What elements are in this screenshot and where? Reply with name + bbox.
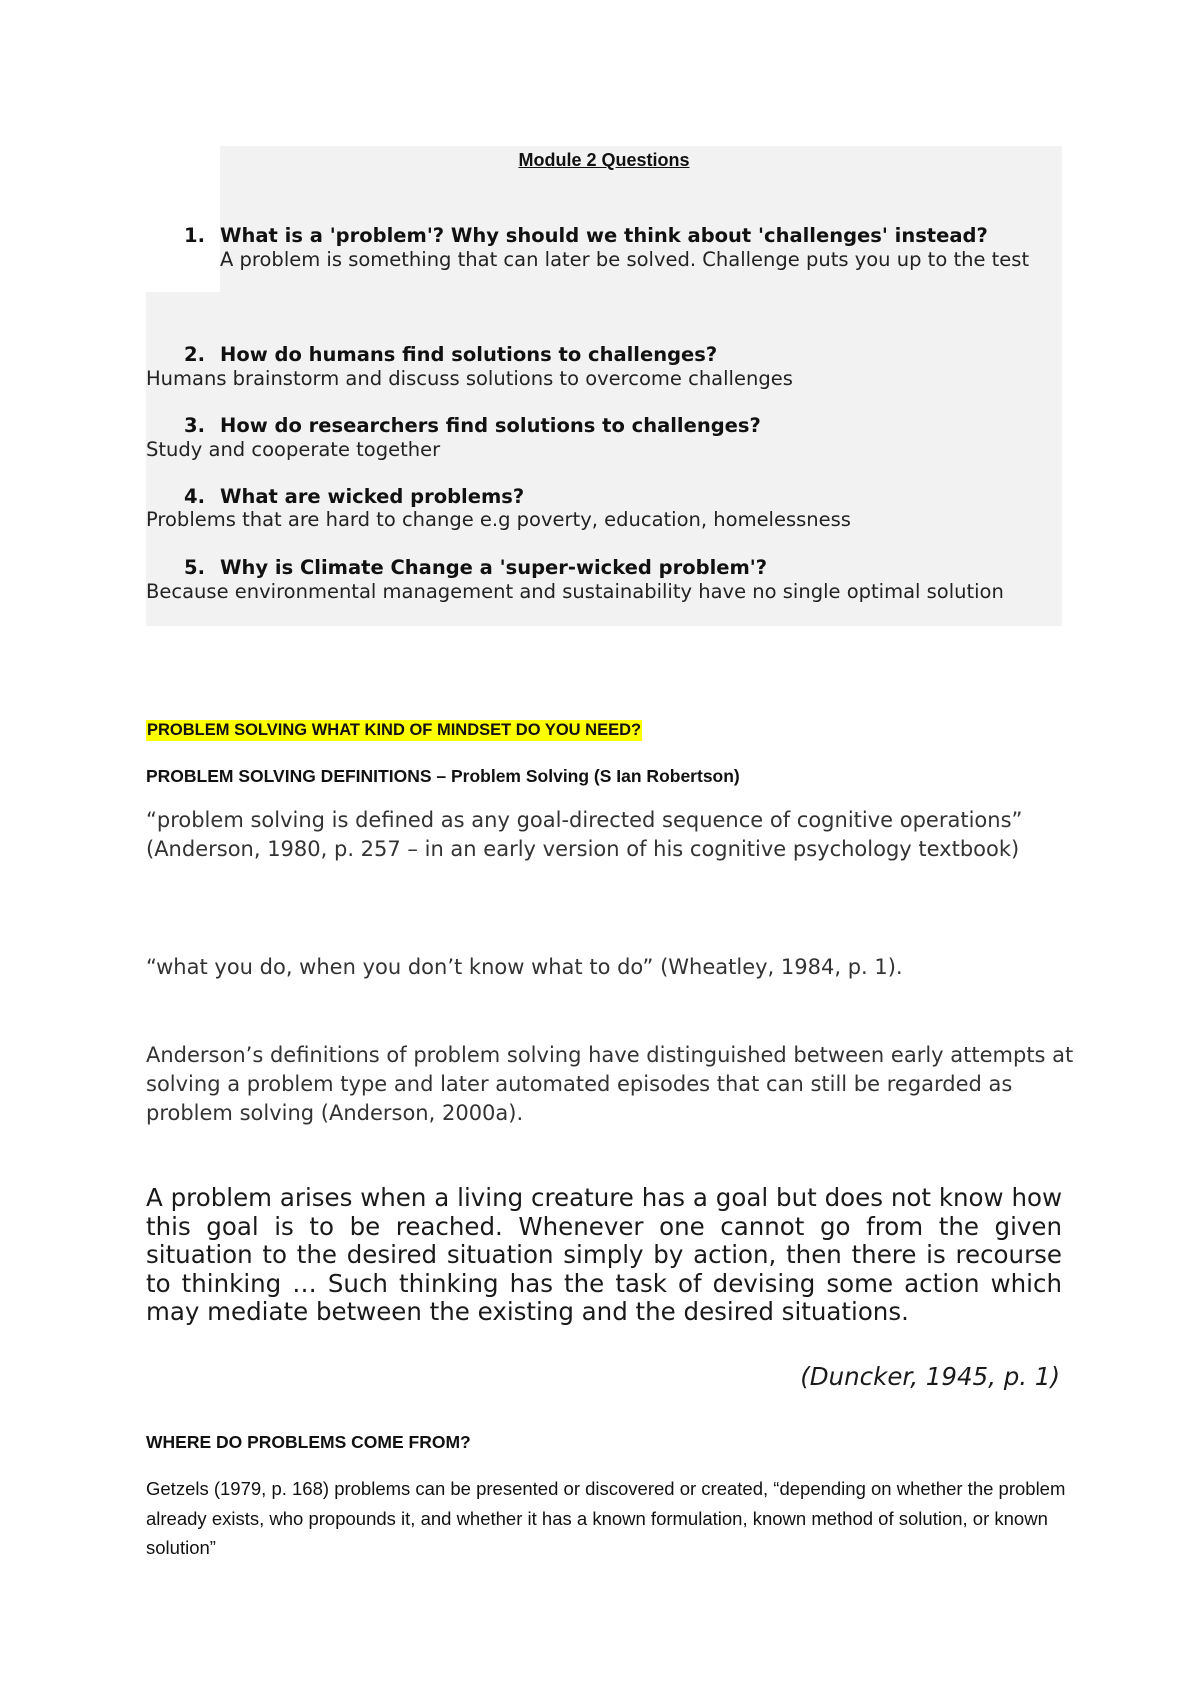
question-3-text: How do researchers find solutions to challenges? (220, 414, 761, 437)
getzels-paragraph: Getzels (1979, p. 168) problems can be presented or discovered or created, “depending on whether the problem already exists, who propounds it, and whether it has a known formulation, known method of solution, or known solution” (146, 1478, 1066, 1558)
question-5-number: 5. (184, 556, 205, 579)
question-4-answer: Problems that are hard to change e.g poverty, education, homelessness (146, 508, 851, 531)
origins-heading: WHERE DO PROBLEMS COME FROM? (146, 1432, 471, 1452)
anderson-1980-quote: “problem solving is defined as any goal-directed sequence of cognitive operations” (Anderson, 1980, p. 257 – in an early version of his cognitive psychology textbook) (146, 808, 1023, 861)
mindset-heading: PROBLEM SOLVING WHAT KIND OF MINDSET DO YOU NEED? (147, 721, 642, 739)
duncker-quote: A problem arises when a living creature has a goal but does not know how this goal is to be reached. Whenever one cannot go from the given situation to the desired situation simply by action, then there is recourse to thinking … Such thinking has the task of devising some action which may mediate between the existing and the desired situations. (146, 1183, 1062, 1326)
question-2-answer: Humans brainstorm and discuss solutions to overcome challenges (146, 367, 793, 390)
question-4-number: 4. (184, 485, 205, 508)
question-1-number: 1. (184, 224, 205, 247)
definitions-heading: PROBLEM SOLVING DEFINITIONS – Problem Solving (S Ian Robertson) (146, 766, 740, 786)
question-2-number: 2. (184, 343, 205, 366)
question-3-number: 3. (184, 414, 205, 437)
question-3-answer: Study and cooperate together (146, 438, 441, 461)
question-1-answer: A problem is something that can later be solved. Challenge puts you up to the test (220, 248, 1030, 271)
duncker-citation: (Duncker, 1945, p. 1) (800, 1362, 1060, 1391)
question-4-text: What are wicked problems? (220, 485, 525, 508)
question-2-text: How do humans find solutions to challenges? (220, 343, 718, 366)
module-title: Module 2 Questions (518, 150, 690, 170)
question-5-answer: Because environmental management and sustainability have no single optimal solution (146, 580, 1004, 603)
question-5-text: Why is Climate Change a 'super-wicked problem'? (220, 556, 768, 579)
anderson-2000-quote: Anderson’s definitions of problem solving have distinguished between early attempts at solving a problem type and later automated episodes that can still be regarded as problem solving (Anderson, 2000a). (146, 1043, 1074, 1125)
question-1-text: What is a 'problem'? Why should we think about 'challenges' instead? (220, 224, 988, 247)
wheatley-quote: “what you do, when you don’t know what to do” (Wheatley, 1984, p. 1). (146, 955, 903, 979)
